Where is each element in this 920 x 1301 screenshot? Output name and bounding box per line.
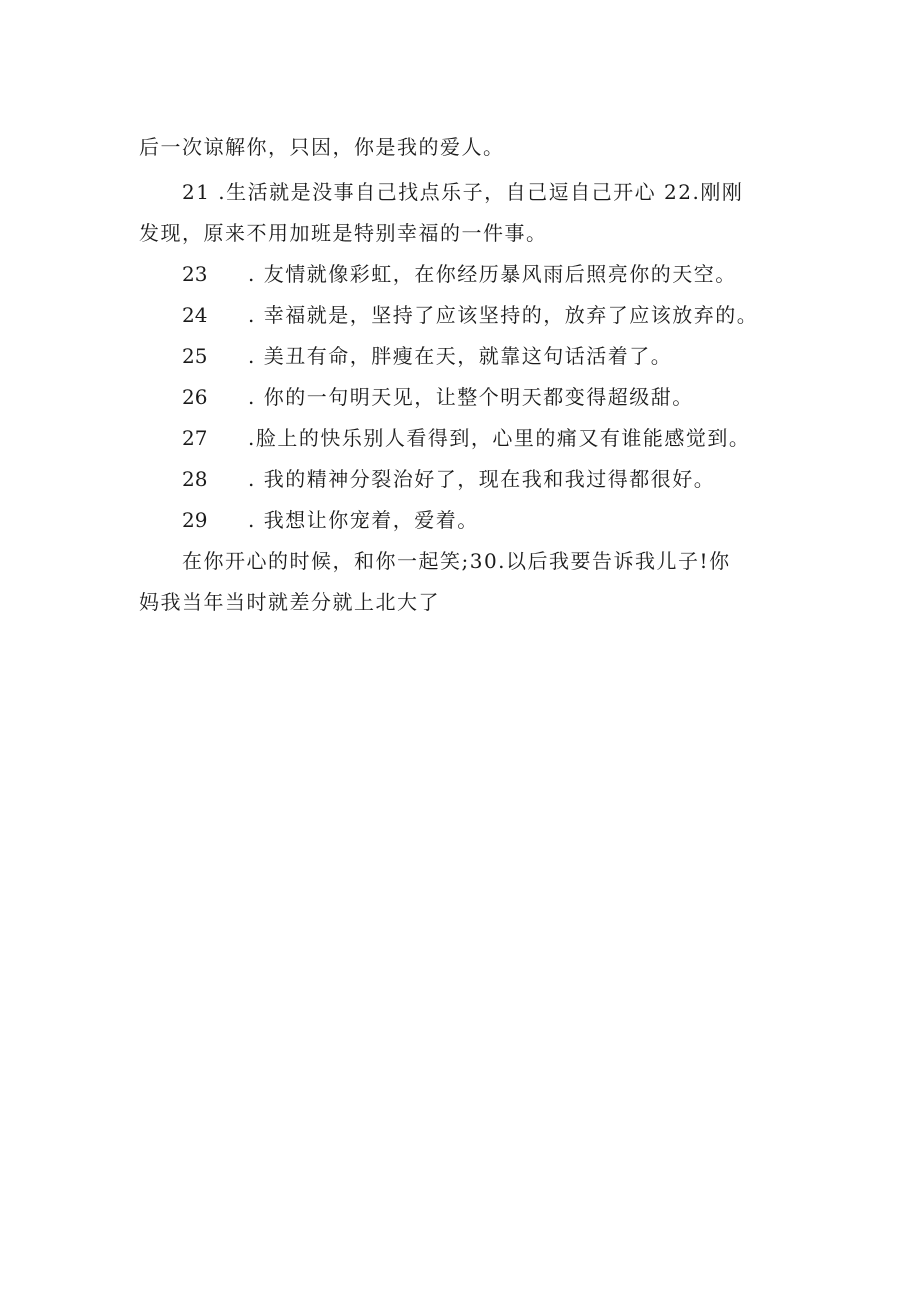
item-number: 24 xyxy=(182,303,208,327)
item-number: 29 xyxy=(182,508,208,532)
item-text: .脸上的快乐别人看得到，心里的痛又有谁能感觉到。 xyxy=(248,426,751,450)
item-text: . 美丑有命，胖瘦在天，就靠这句话活着了。 xyxy=(248,344,673,368)
list-item xyxy=(182,383,694,411)
list-item xyxy=(182,260,737,288)
item-text: . 我想让你宠着，爱着。 xyxy=(248,508,479,532)
item-number: 27 xyxy=(182,426,208,450)
list-item xyxy=(182,465,715,493)
item-number: 28 xyxy=(182,467,208,491)
paragraph-line: 后一次谅解你，只因，你是我的爱人。 xyxy=(139,135,505,159)
item-text: . 友情就像彩虹，在你经历暴风雨后照亮你的天空。 xyxy=(248,262,737,286)
item-number: 25 xyxy=(182,344,208,368)
item-text: . 幸福就是，坚持了应该坚持的，放弃了应该放弃的。 xyxy=(248,303,759,327)
item-text: . 我的精神分裂治好了，现在我和我过得都很好。 xyxy=(248,467,716,491)
item-number: 26 xyxy=(182,385,208,409)
item-number: 23 xyxy=(182,262,208,286)
paragraph-line: 妈我当年当时就差分就上北大了 xyxy=(139,590,440,614)
list-item xyxy=(182,424,750,452)
paragraph-line: 在你开心的时候，和你一起笑;30.以后我要告诉我儿子!你 xyxy=(182,549,731,573)
item-text: . 你的一句明天见，让整个明天都变得超级甜。 xyxy=(248,385,694,409)
list-item xyxy=(182,506,479,534)
paragraph-line: 发现，原来不用加班是特别幸福的一件事。 xyxy=(139,221,548,245)
list-item xyxy=(182,342,672,370)
list-item xyxy=(182,301,758,329)
paragraph-line: 21 .生活就是没事自己找点乐子，自己逗自己开心 22.刚刚 xyxy=(182,180,744,204)
